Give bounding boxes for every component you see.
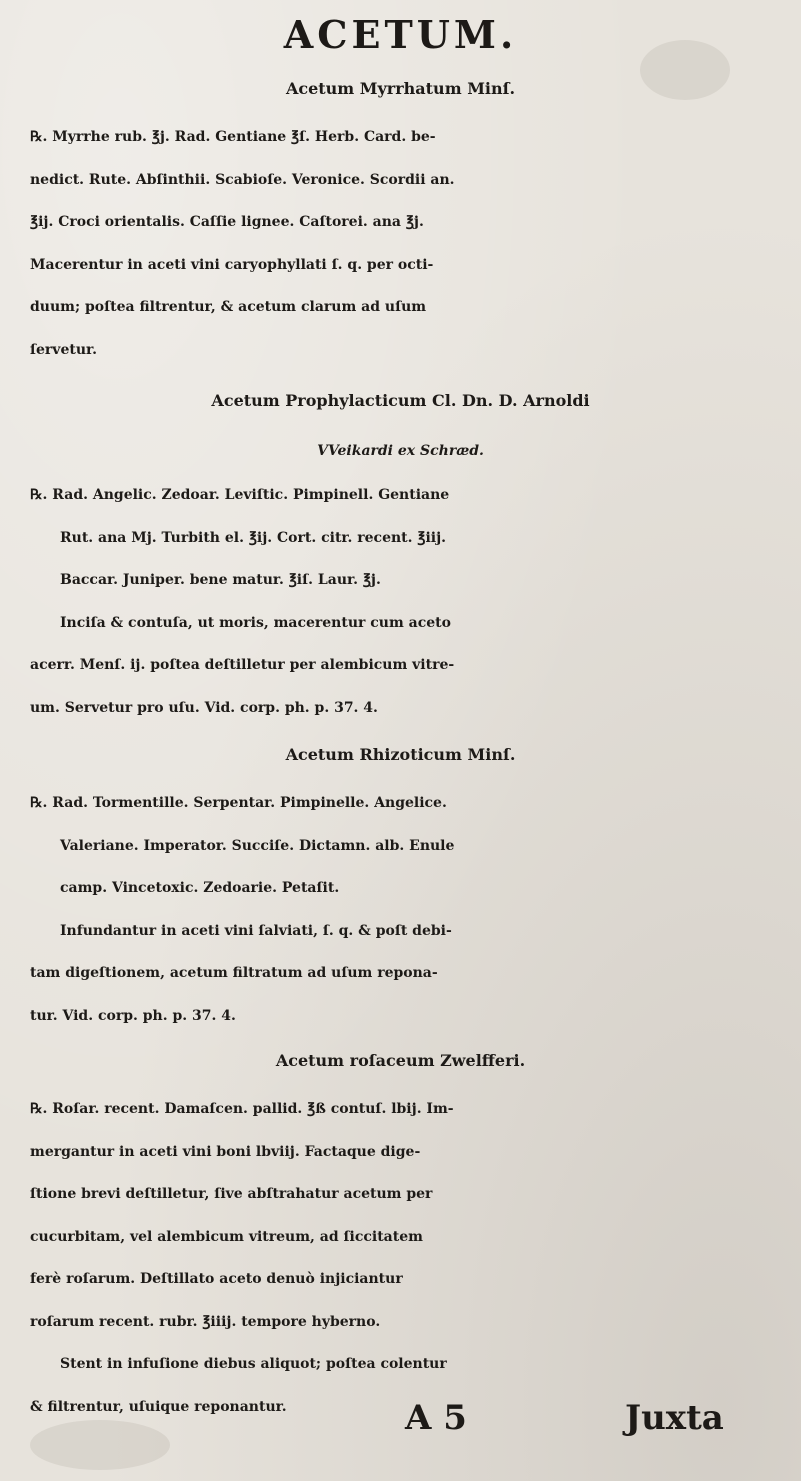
recipe-heading: Acetum Prophylacticum Cl. Dn. D. Arnoldi — [211, 391, 590, 410]
recipe-heading: Acetum Rhizoticum Minſ. — [285, 745, 516, 764]
text-line: ferè roſarum. Deſtillato aceto denuò injiciantur — [30, 1271, 403, 1287]
recipe-section — [0, 728, 801, 1037]
recipe-section — [0, 1034, 801, 1428]
text-line: camp. Vincetoxic. Zedoarie. Petaſit. — [60, 880, 340, 896]
text-line: ſtione brevi deſtilletur, ſive abſtrahatur acetum per — [30, 1186, 433, 1202]
text-line: & filtrentur, uſuique reponantur. — [30, 1398, 287, 1415]
text-line: Rut. ana Mj. Turbith el. ℥ij. Cort. citr. recent. ℥iij. — [60, 529, 447, 546]
text-line: ℞. Roſar. recent. Damaſcen. pallid. ℥ß contuſ. lbij. Im‑ — [30, 1101, 454, 1117]
recipe-subheading: VVeikardi ex Schræd. — [317, 443, 484, 459]
text-line: um. Servetur pro uſu. Vid. corp. ph. p. 37. 4. — [30, 699, 378, 716]
text-line: Inciſa & contuſa, ut moris, macerentur cum aceto — [60, 614, 451, 631]
signature-mark: A 5 — [405, 1398, 467, 1438]
text-line: nedict. Rute. Abſinthii. Scabioſe. Veronice. Scordii an. — [30, 171, 455, 188]
text-line: tur. Vid. corp. ph. p. 37. 4. — [30, 1007, 236, 1024]
recipe-heading: Acetum roſaceum Zwelfferi. — [275, 1051, 526, 1070]
text-line: mergantur in aceti vini boni lbviij. Factaque dige‑ — [30, 1143, 421, 1160]
text-line: ℞. Myrrhe rub. ℥j. Rad. Gentiane ℥ſ. Herb. Card. be‑ — [30, 129, 436, 145]
text-line: Macerentur in aceti vini caryophyllati ſ. q. per octi‑ — [30, 256, 434, 273]
page-footer — [0, 1398, 801, 1442]
text-line: acerr. Menſ. ij. poſtea deſtilletur per alembicum vitre‑ — [30, 657, 455, 673]
text-line: ℞. Rad. Angelic. Zedoar. Leviſtic. Pimpinell. Gentiane — [30, 487, 450, 503]
text-line: Baccar. Juniper. bene matur. ℥iſ. Laur. ℥j. — [60, 572, 381, 588]
text-line: ℥ij. Croci orientalis. Caſſie lignee. Caſtorei. ana ℥j. — [30, 214, 424, 230]
recipe-section — [0, 374, 801, 729]
running-header: ACETUM. — [283, 12, 518, 57]
text-line: cucurbitam, vel alembicum vitreum, ad ſiccitatem — [30, 1228, 423, 1245]
text-line: Valeriane. Imperator. Succiſe. Dictamn. alb. Enule — [60, 837, 455, 854]
text-line: ſervetur. — [30, 341, 97, 358]
text-line: duum; poſtea filtrentur, & acetum clarum ad uſum — [30, 299, 427, 315]
text-line: roſarum recent. rubr. ℥iiij. tempore hyberno. — [30, 1313, 381, 1330]
catchword: Juxta — [625, 1398, 724, 1438]
recipe-section — [0, 62, 801, 371]
text-line: ℞. Rad. Tormentille. Serpentar. Pimpinelle. Angelice. — [30, 795, 447, 811]
text-line: tam digeſtionem, acetum filtratum ad uſum repona‑ — [30, 965, 438, 981]
text-line: Infundantur in aceti vini ſalviati, ſ. q. & poſt debi‑ — [60, 922, 452, 939]
recipe-heading: Acetum Myrrhatum Minſ. — [285, 79, 516, 98]
text-line: Stent in infuſione diebus aliquot; poſtea colentur — [60, 1356, 447, 1372]
